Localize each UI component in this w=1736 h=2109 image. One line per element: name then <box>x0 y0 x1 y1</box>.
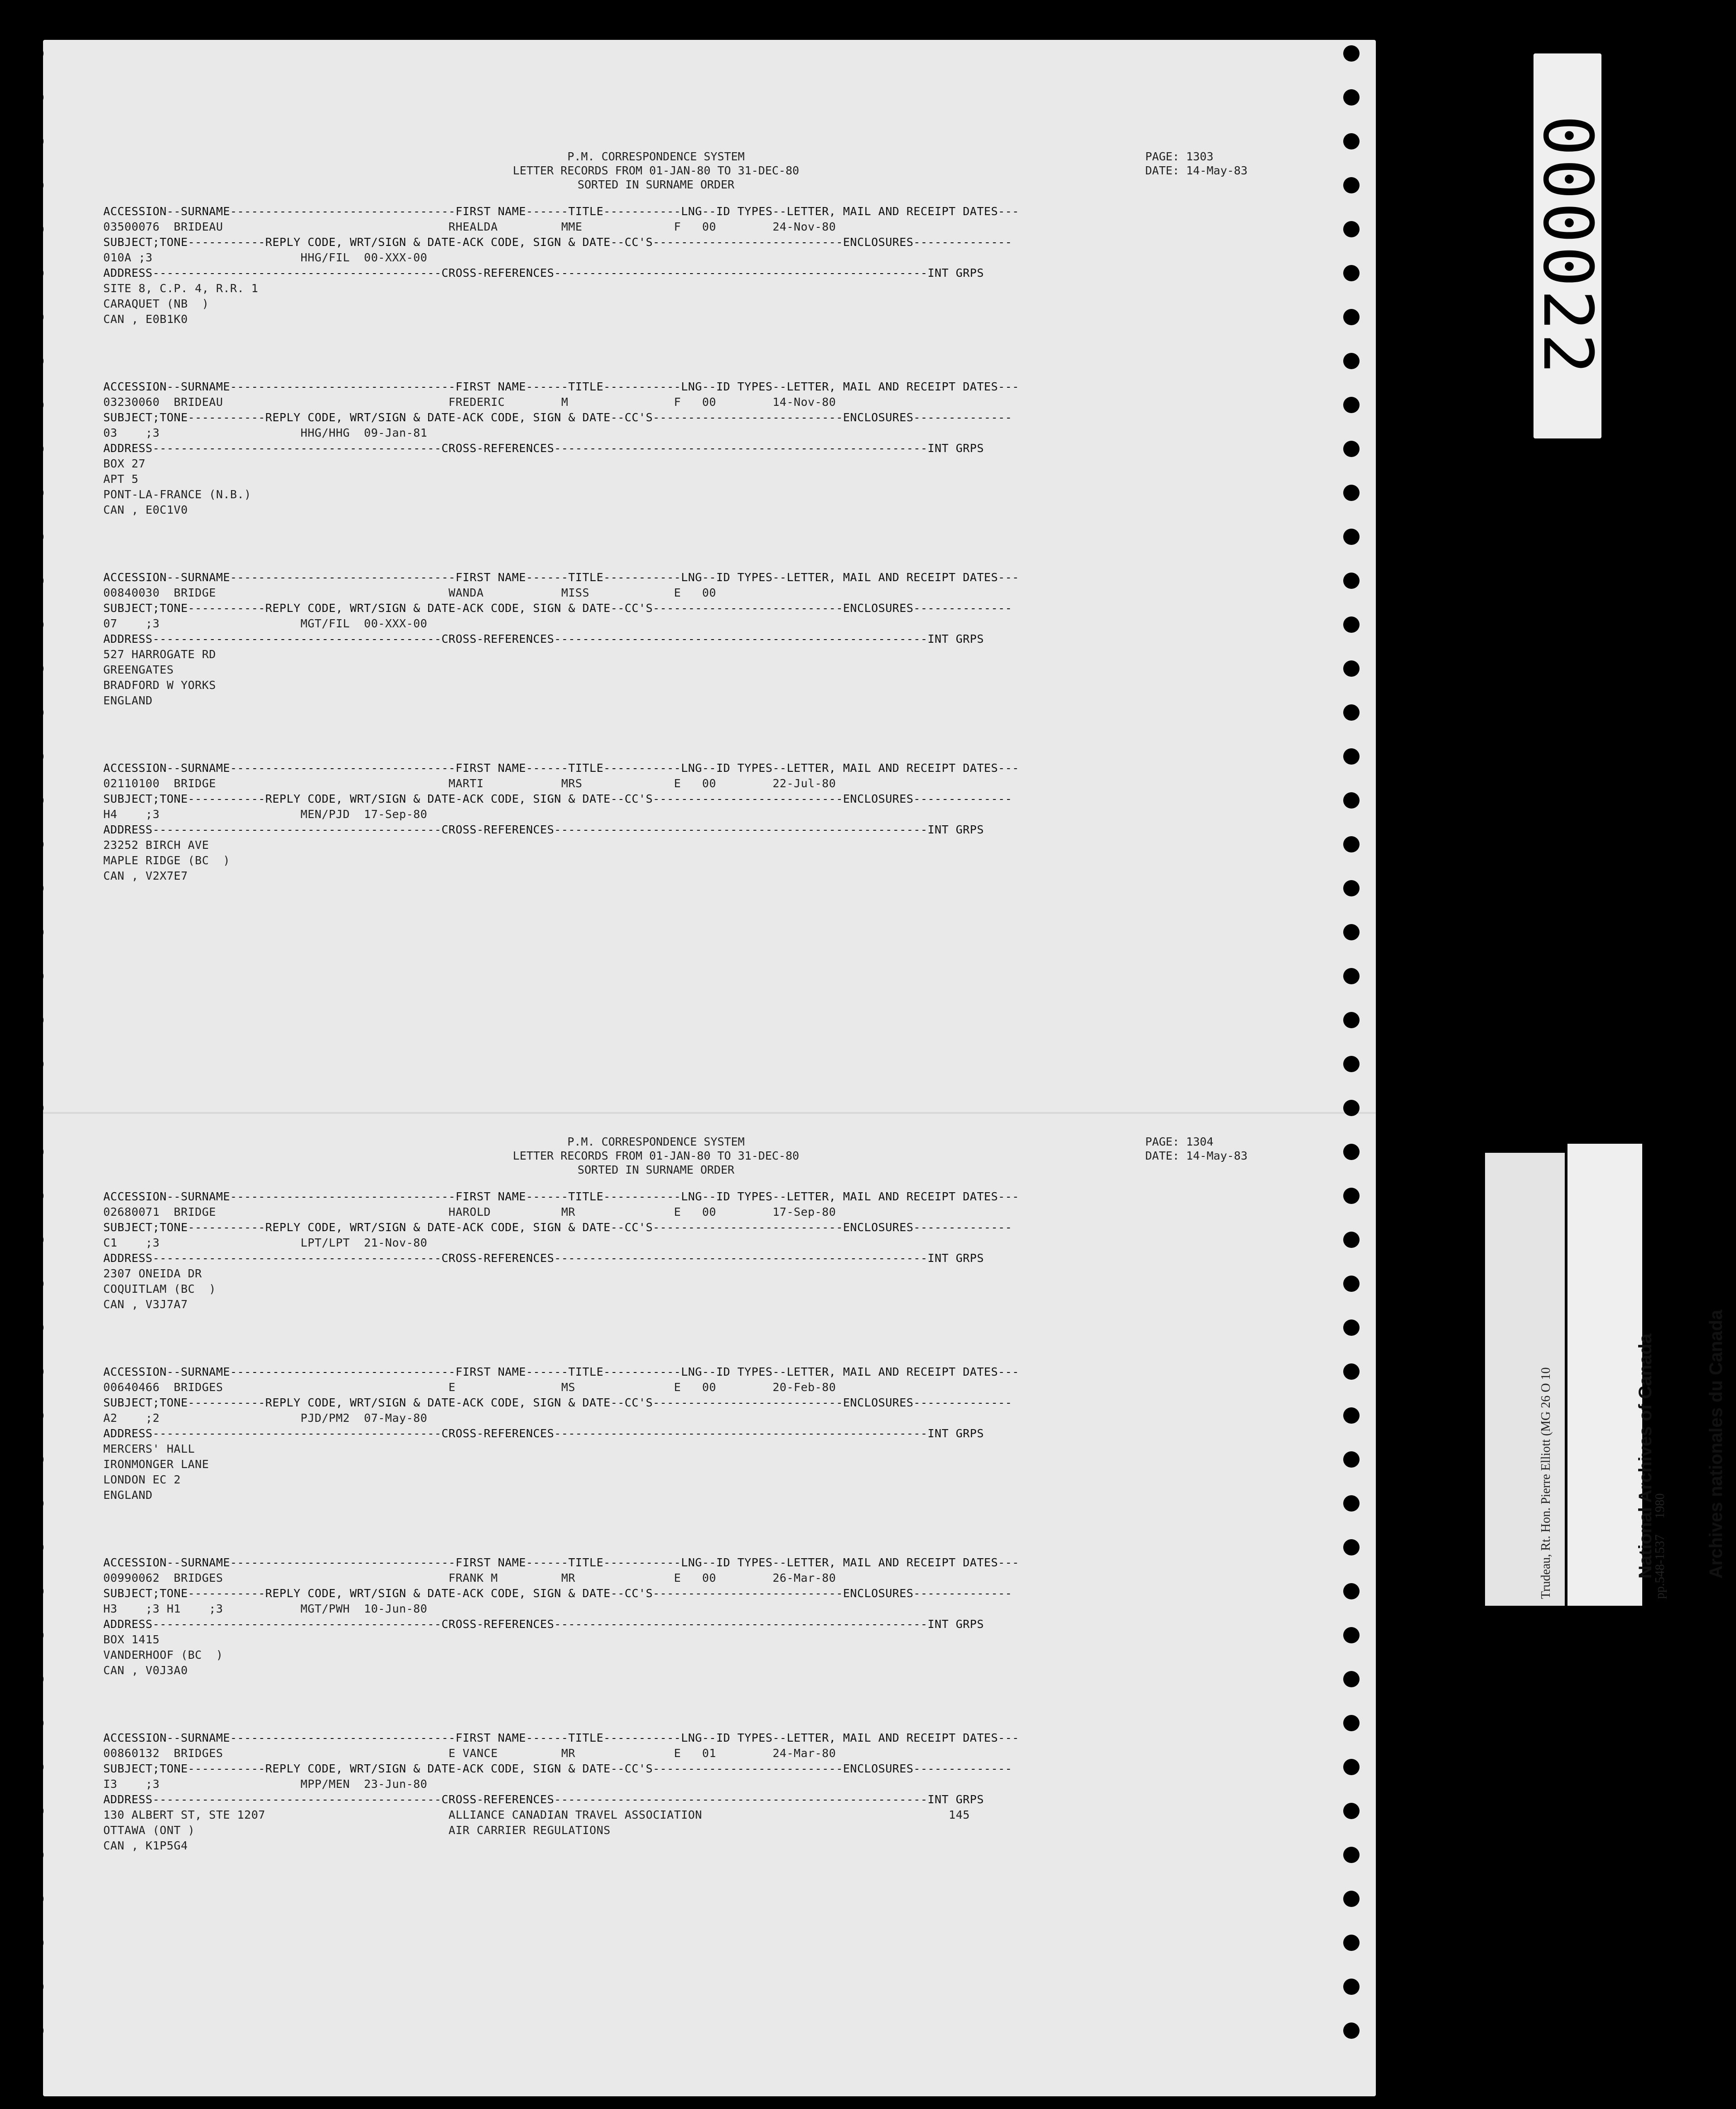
feed-hole <box>27 968 43 984</box>
feed-hole <box>27 1100 43 1116</box>
record-line: VANDERHOOF (BC ) <box>103 1648 223 1661</box>
feed-hole <box>1343 1847 1360 1863</box>
feed-hole <box>1343 704 1360 721</box>
record-line: BOX 1415 <box>103 1633 160 1646</box>
institution-text <box>1587 1310 1736 1579</box>
record-line: CAN , K1P5G4 <box>103 1839 188 1852</box>
feed-hole <box>1343 1803 1360 1819</box>
letter-record <box>103 1364 1281 1503</box>
feed-hole <box>1343 1759 1360 1775</box>
record-field-header: SUBJECT;TONE-----------REPLY CODE, WRT/SIGN & DATE-ACK CODE, SIGN & DATE--CC'S---------------------------ENCLOSURES-------------- <box>103 1762 1013 1775</box>
feed-hole <box>27 265 43 281</box>
feed-hole <box>1343 1276 1360 1292</box>
feed-hole <box>1343 880 1360 896</box>
page-header <box>103 149 1281 204</box>
report-date: DATE: 14-May-83 <box>1145 164 1248 177</box>
feed-hole <box>1343 573 1360 589</box>
feed-hole <box>1343 1715 1360 1731</box>
record-line: 130 ALBERT ST, STE 1207 ALLIANCE CANADIAN TRAVEL ASSOCIATION 145 <box>103 1808 970 1821</box>
feed-hole <box>1343 441 1360 457</box>
feed-hole <box>27 1539 43 1555</box>
letter-record <box>103 1555 1281 1678</box>
feed-hole <box>1343 45 1360 62</box>
feed-hole <box>27 1759 43 1775</box>
record-line: 03500076 BRIDEAU RHEALDA MME F 00 24-Nov-80 <box>103 220 836 233</box>
record-field-header: SUBJECT;TONE-----------REPLY CODE, WRT/SIGN & DATE-ACK CODE, SIGN & DATE--CC'S---------------------------ENCLOSURES-------------- <box>103 602 1013 615</box>
record-field-header: ADDRESS-----------------------------------------CROSS-REFERENCES-----------------------------------------------------INT GRPS <box>103 442 984 455</box>
record-field-header: SUBJECT;TONE-----------REPLY CODE, WRT/SIGN & DATE-ACK CODE, SIGN & DATE--CC'S---------------------------ENCLOSURES-------------- <box>103 1396 1013 1409</box>
feed-hole <box>1343 1627 1360 1643</box>
feed-hole <box>1343 1583 1360 1599</box>
feed-hole <box>27 1715 43 1731</box>
feed-hole <box>1343 1319 1360 1336</box>
feed-hole <box>1343 529 1360 545</box>
feed-hole <box>27 880 43 896</box>
record-line: C1 ;3 LPT/LPT 21-Nov-80 <box>103 1236 428 1249</box>
feed-hole <box>1343 353 1360 369</box>
feed-hole <box>27 836 43 852</box>
record-field-header: ACCESSION--SURNAME--------------------------------FIRST NAME------TITLE-----------LNG--ID TYPES--LETTER, MAIL AND RECEIPT DATES--- <box>103 380 1019 393</box>
record-field-header: ADDRESS-----------------------------------------CROSS-REFERENCES-----------------------------------------------------INT GRPS <box>103 823 984 836</box>
institution-name-fr: Archives nationales du Canada <box>1706 1310 1726 1579</box>
feed-hole <box>1343 748 1360 765</box>
feed-hole <box>27 1495 43 1512</box>
record-line: MERCERS' HALL <box>103 1442 195 1455</box>
feed-hole <box>27 573 43 589</box>
feed-hole <box>27 89 43 106</box>
page-perforation <box>43 1112 1376 1114</box>
feed-hole <box>27 1319 43 1336</box>
record-field-header: ACCESSION--SURNAME--------------------------------FIRST NAME------TITLE-----------LNG--ID TYPES--LETTER, MAIL AND RECEIPT DATES--- <box>103 1556 1019 1569</box>
record-line: CAN , E0B1K0 <box>103 313 188 326</box>
feed-hole <box>1343 221 1360 237</box>
record-field-header: ACCESSION--SURNAME--------------------------------FIRST NAME------TITLE-----------LNG--ID TYPES--LETTER, MAIL AND RECEIPT DATES--- <box>103 761 1019 775</box>
record-field-header: ADDRESS-----------------------------------------CROSS-REFERENCES-----------------------------------------------------INT GRPS <box>103 632 984 645</box>
feed-hole <box>1343 1232 1360 1248</box>
feed-hole <box>27 133 43 149</box>
feed-hole <box>27 792 43 809</box>
record-line: 010A ;3 HHG/FIL 00-XXX-00 <box>103 251 428 264</box>
record-field-header: ACCESSION--SURNAME--------------------------------FIRST NAME------TITLE-----------LNG--ID TYPES--LETTER, MAIL AND RECEIPT DATES--- <box>103 205 1019 218</box>
feed-hole <box>27 1979 43 1995</box>
feed-hole <box>1343 1671 1360 1687</box>
record-field-header: SUBJECT;TONE-----------REPLY CODE, WRT/SIGN & DATE-ACK CODE, SIGN & DATE--CC'S---------------------------ENCLOSURES-------------- <box>103 411 1013 424</box>
record-line: 02110100 BRIDGE MARTI MRS E 00 22-Jul-80 <box>103 777 836 790</box>
letter-record <box>103 204 1281 327</box>
feed-hole <box>27 1627 43 1643</box>
letter-record <box>103 1189 1281 1312</box>
record-line: I3 ;3 MPP/MEN 23-Jun-80 <box>103 1777 428 1791</box>
feed-hole <box>27 924 43 940</box>
record-line: PONT-LA-FRANCE (N.B.) <box>103 488 251 501</box>
feed-hole <box>1343 1012 1360 1028</box>
feed-hole <box>27 1056 43 1072</box>
record-line: SITE 8, C.P. 4, R.R. 1 <box>103 282 259 295</box>
feed-hole <box>1343 485 1360 501</box>
record-line: 00840030 BRIDGE WANDA MISS E 00 <box>103 586 716 599</box>
sort-order: SORTED IN SURNAME ORDER <box>577 178 735 191</box>
feed-hole <box>1343 1144 1360 1160</box>
record-line: BOX 27 <box>103 457 146 470</box>
record-line: CAN , V3J7A7 <box>103 1298 188 1311</box>
report-date: DATE: 14-May-83 <box>1145 1149 1248 1162</box>
feed-hole <box>27 1847 43 1863</box>
feed-hole <box>27 353 43 369</box>
record-line: 03 ;3 HHG/HHG 09-Jan-81 <box>103 426 428 439</box>
record-line: BRADFORD W YORKS <box>103 679 216 692</box>
feed-hole <box>27 1451 43 1468</box>
record-line: ENGLAND <box>103 694 153 707</box>
citation-line: pp.548-1537 1980 <box>1653 1493 1667 1599</box>
feed-hole <box>27 1583 43 1599</box>
feed-hole <box>27 1407 43 1424</box>
feed-hole <box>1343 836 1360 852</box>
record-line: H4 ;3 MEN/PJD 17-Sep-80 <box>103 808 428 821</box>
feed-hole <box>27 1012 43 1028</box>
record-line: 02680071 BRIDGE HAROLD MR E 00 17-Sep-80 <box>103 1205 836 1218</box>
feed-hole <box>1343 1495 1360 1512</box>
feed-hole <box>27 1935 43 1951</box>
feed-hole <box>1343 660 1360 677</box>
record-line: 2307 ONEIDA DR <box>103 1267 202 1280</box>
record-line: MAPLE RIDGE (BC ) <box>103 854 230 867</box>
feed-hole <box>1343 616 1360 633</box>
record-line: ENGLAND <box>103 1488 153 1502</box>
record-line: A2 ;2 PJD/PM2 07-May-80 <box>103 1411 428 1425</box>
record-line: 00640466 BRIDGES E MS E 00 20-Feb-80 <box>103 1381 836 1394</box>
record-field-header: ADDRESS-----------------------------------------CROSS-REFERENCES-----------------------------------------------------INT GRPS <box>103 1618 984 1631</box>
system-title: P.M. CORRESPONDENCE SYSTEM <box>567 150 745 163</box>
feed-hole <box>27 704 43 721</box>
record-list <box>103 204 1281 884</box>
feed-hole <box>1343 1935 1360 1951</box>
feed-hole <box>1343 1539 1360 1555</box>
record-field-header: SUBJECT;TONE-----------REPLY CODE, WRT/SIGN & DATE-ACK CODE, SIGN & DATE--CC'S---------------------------ENCLOSURES-------------- <box>103 792 1013 805</box>
letter-record <box>103 761 1281 884</box>
letter-record <box>103 570 1281 708</box>
record-range: LETTER RECORDS FROM 01-JAN-80 TO 31-DEC-80 <box>512 164 800 177</box>
feed-hole <box>27 397 43 413</box>
record-line: APT 5 <box>103 472 139 486</box>
feed-hole <box>1343 1407 1360 1424</box>
record-field-header: SUBJECT;TONE-----------REPLY CODE, WRT/SIGN & DATE-ACK CODE, SIGN & DATE--CC'S---------------------------ENCLOSURES-------------- <box>103 236 1013 249</box>
page-header <box>103 1135 1281 1189</box>
feed-hole <box>27 2022 43 2039</box>
feed-hole <box>27 1671 43 1687</box>
record-range: LETTER RECORDS FROM 01-JAN-80 TO 31-DEC-80 <box>512 1149 800 1162</box>
record-line: OTTAWA (ONT ) AIR CARRIER REGULATIONS <box>103 1824 611 1837</box>
feed-hole <box>27 529 43 545</box>
feed-hole <box>1343 265 1360 281</box>
record-line: 00860132 BRIDGES E VANCE MR E 01 24-Mar-80 <box>103 1747 836 1760</box>
record-line: CAN , V0J3A0 <box>103 1664 188 1677</box>
tractor-holes-left <box>18 0 54 2109</box>
record-field-header: ACCESSION--SURNAME--------------------------------FIRST NAME------TITLE-----------LNG--ID TYPES--LETTER, MAIL AND RECEIPT DATES--- <box>103 1190 1019 1203</box>
feed-hole <box>27 309 43 325</box>
letter-record <box>103 379 1281 518</box>
feed-hole <box>1343 397 1360 413</box>
feed-hole <box>27 1803 43 1819</box>
feed-hole <box>1343 968 1360 984</box>
record-line: 527 HARROGATE RD <box>103 648 216 661</box>
report-page-1303 <box>103 149 1281 936</box>
system-title: P.M. CORRESPONDENCE SYSTEM <box>567 1135 745 1148</box>
feed-hole <box>1343 1891 1360 1907</box>
report-page-1304 <box>103 1135 1281 1906</box>
feed-hole <box>27 485 43 501</box>
feed-hole <box>27 1363 43 1380</box>
feed-hole <box>27 45 43 62</box>
record-line: COQUITLAM (BC ) <box>103 1282 216 1295</box>
frame-number-stamp <box>1528 53 1607 438</box>
feed-hole <box>27 441 43 457</box>
feed-hole <box>1343 1056 1360 1072</box>
record-field-header: ACCESSION--SURNAME--------------------------------FIRST NAME------TITLE-----------LNG--ID TYPES--LETTER, MAIL AND RECEIPT DATES--- <box>103 1731 1019 1744</box>
feed-hole <box>1343 1100 1360 1116</box>
institution-name-en: National Archives of Canada <box>1635 1334 1655 1579</box>
letter-record <box>103 1730 1281 1854</box>
record-line: LONDON EC 2 <box>103 1473 181 1486</box>
feed-hole <box>1343 1363 1360 1380</box>
feed-hole <box>27 1232 43 1248</box>
feed-hole <box>27 616 43 633</box>
feed-hole <box>27 177 43 193</box>
feed-hole <box>27 1188 43 1204</box>
feed-hole <box>1343 924 1360 940</box>
record-field-header: ADDRESS-----------------------------------------CROSS-REFERENCES-----------------------------------------------------INT GRPS <box>103 1427 984 1440</box>
feed-hole <box>1343 133 1360 149</box>
record-field-header: ACCESSION--SURNAME--------------------------------FIRST NAME------TITLE-----------LNG--ID TYPES--LETTER, MAIL AND RECEIPT DATES--- <box>103 571 1019 584</box>
feed-hole <box>27 748 43 765</box>
feed-hole <box>27 221 43 237</box>
sort-order: SORTED IN SURNAME ORDER <box>577 1163 735 1176</box>
record-line: 23252 BIRCH AVE <box>103 838 209 852</box>
feed-hole <box>27 1276 43 1292</box>
page-number: PAGE: 1303 <box>1145 150 1214 163</box>
feed-hole <box>1343 792 1360 809</box>
record-field-header: ADDRESS-----------------------------------------CROSS-REFERENCES-----------------------------------------------------INT GRPS <box>103 1252 984 1265</box>
record-line: GREENGATES <box>103 663 174 676</box>
record-list <box>103 1189 1281 1854</box>
feed-hole <box>1343 177 1360 193</box>
record-field-header: ADDRESS-----------------------------------------CROSS-REFERENCES-----------------------------------------------------INT GRPS <box>103 266 984 279</box>
record-line: CARAQUET (NB ) <box>103 297 209 310</box>
record-line: CAN , V2X7E7 <box>103 869 188 882</box>
record-field-header: ACCESSION--SURNAME--------------------------------FIRST NAME------TITLE-----------LNG--ID TYPES--LETTER, MAIL AND RECEIPT DATES--- <box>103 1365 1019 1378</box>
tractor-holes-right <box>1334 0 1370 2109</box>
citation-line: Trudeau, Rt. Hon. Pierre Elliott (MG 26 O 10 <box>1539 1367 1553 1599</box>
feed-hole <box>1343 2022 1360 2039</box>
feed-hole <box>1343 1451 1360 1468</box>
record-line: CAN , E0C1V0 <box>103 503 188 516</box>
feed-hole <box>1343 1188 1360 1204</box>
feed-hole <box>1343 1979 1360 1995</box>
feed-hole <box>1343 309 1360 325</box>
record-line: 07 ;3 MGT/FIL 00-XXX-00 <box>103 617 428 630</box>
record-field-header: SUBJECT;TONE-----------REPLY CODE, WRT/SIGN & DATE-ACK CODE, SIGN & DATE--CC'S---------------------------ENCLOSURES-------------- <box>103 1587 1013 1600</box>
feed-hole <box>1343 89 1360 106</box>
page-number: PAGE: 1304 <box>1145 1135 1214 1148</box>
record-line: 00990062 BRIDGES FRANK M MR E 00 26-Mar-80 <box>103 1571 836 1584</box>
feed-hole <box>27 660 43 677</box>
record-field-header: SUBJECT;TONE-----------REPLY CODE, WRT/SIGN & DATE-ACK CODE, SIGN & DATE--CC'S---------------------------ENCLOSURES-------------- <box>103 1221 1013 1234</box>
feed-hole <box>27 1144 43 1160</box>
record-line: IRONMONGER LANE <box>103 1458 209 1471</box>
frame-number: 000022 <box>1528 115 1607 377</box>
record-line: 03230060 BRIDEAU FREDERIC M F 00 14-Nov-80 <box>103 395 836 409</box>
record-field-header: ADDRESS-----------------------------------------CROSS-REFERENCES-----------------------------------------------------INT GRPS <box>103 1793 984 1806</box>
feed-hole <box>27 1891 43 1907</box>
record-line: H3 ;3 H1 ;3 MGT/PWH 10-Jun-80 <box>103 1602 428 1615</box>
